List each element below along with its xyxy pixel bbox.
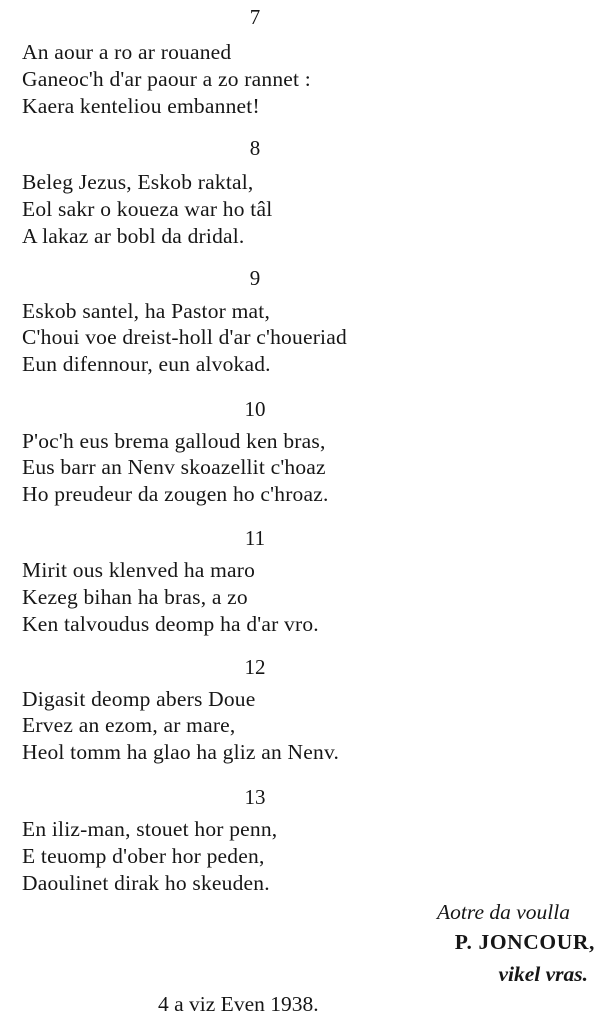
verse-line: Heol tomm ha glao ha gliz an Nenv.: [22, 740, 340, 764]
verse-line: Ganeoc'h d'ar paour a zo rannet :: [22, 67, 311, 91]
verse-line: Ken talvoudus deomp ha d'ar vro.: [22, 612, 319, 636]
verse-line: An aour a ro ar rouaned: [22, 40, 232, 64]
verse-line: C'houi voe dreist-holl d'ar c'houeriad: [22, 325, 347, 349]
verse-line: Digasit deomp abers Doue: [22, 687, 256, 711]
verse-line: Kaera kenteliou embannet!: [22, 94, 260, 118]
stanza-number: 10: [244, 397, 266, 421]
verse-line: E teuomp d'ober hor peden,: [22, 844, 265, 868]
verse-line: Eol sakr o koueza war ho tâl: [22, 197, 273, 221]
verse-line: Eus barr an Nenv skoazellit c'hoaz: [22, 455, 326, 479]
verse-line: A lakaz ar bobl da dridal.: [22, 224, 245, 248]
stanza-number: 11: [244, 526, 266, 550]
stanza-number: 13: [244, 785, 266, 809]
verse-line: P'oc'h eus brema galloud ken bras,: [22, 429, 326, 453]
stanza-number: 9: [249, 266, 261, 290]
imprimatur-text: Aotre da voulla: [437, 900, 570, 924]
verse-line: Beleg Jezus, Eskob raktal,: [22, 170, 254, 194]
verse-line: En iliz-man, stouet hor penn,: [22, 817, 278, 841]
verse-line: Kezeg bihan ha bras, a zo: [22, 585, 248, 609]
stanza-number: 12: [244, 655, 266, 679]
signatory-name: P. JONCOUR,: [454, 930, 595, 954]
verse-line: Eun difennour, eun alvokad.: [22, 352, 271, 376]
verse-line: Eskob santel, ha Pastor mat,: [22, 299, 271, 323]
stanza-number: 7: [249, 5, 261, 29]
date-line: 4 a viz Even 1938.: [158, 992, 319, 1016]
verse-line: Daoulinet dirak ho skeuden.: [22, 871, 270, 895]
stanza-number: 8: [249, 136, 261, 160]
verse-line: Ervez an ezom, ar mare,: [22, 713, 236, 737]
signatory-title: vikel vras.: [498, 962, 588, 986]
verse-line: Ho preudeur da zougen ho c'hroaz.: [22, 482, 329, 506]
verse-line: Mirit ous klenved ha maro: [22, 558, 256, 582]
